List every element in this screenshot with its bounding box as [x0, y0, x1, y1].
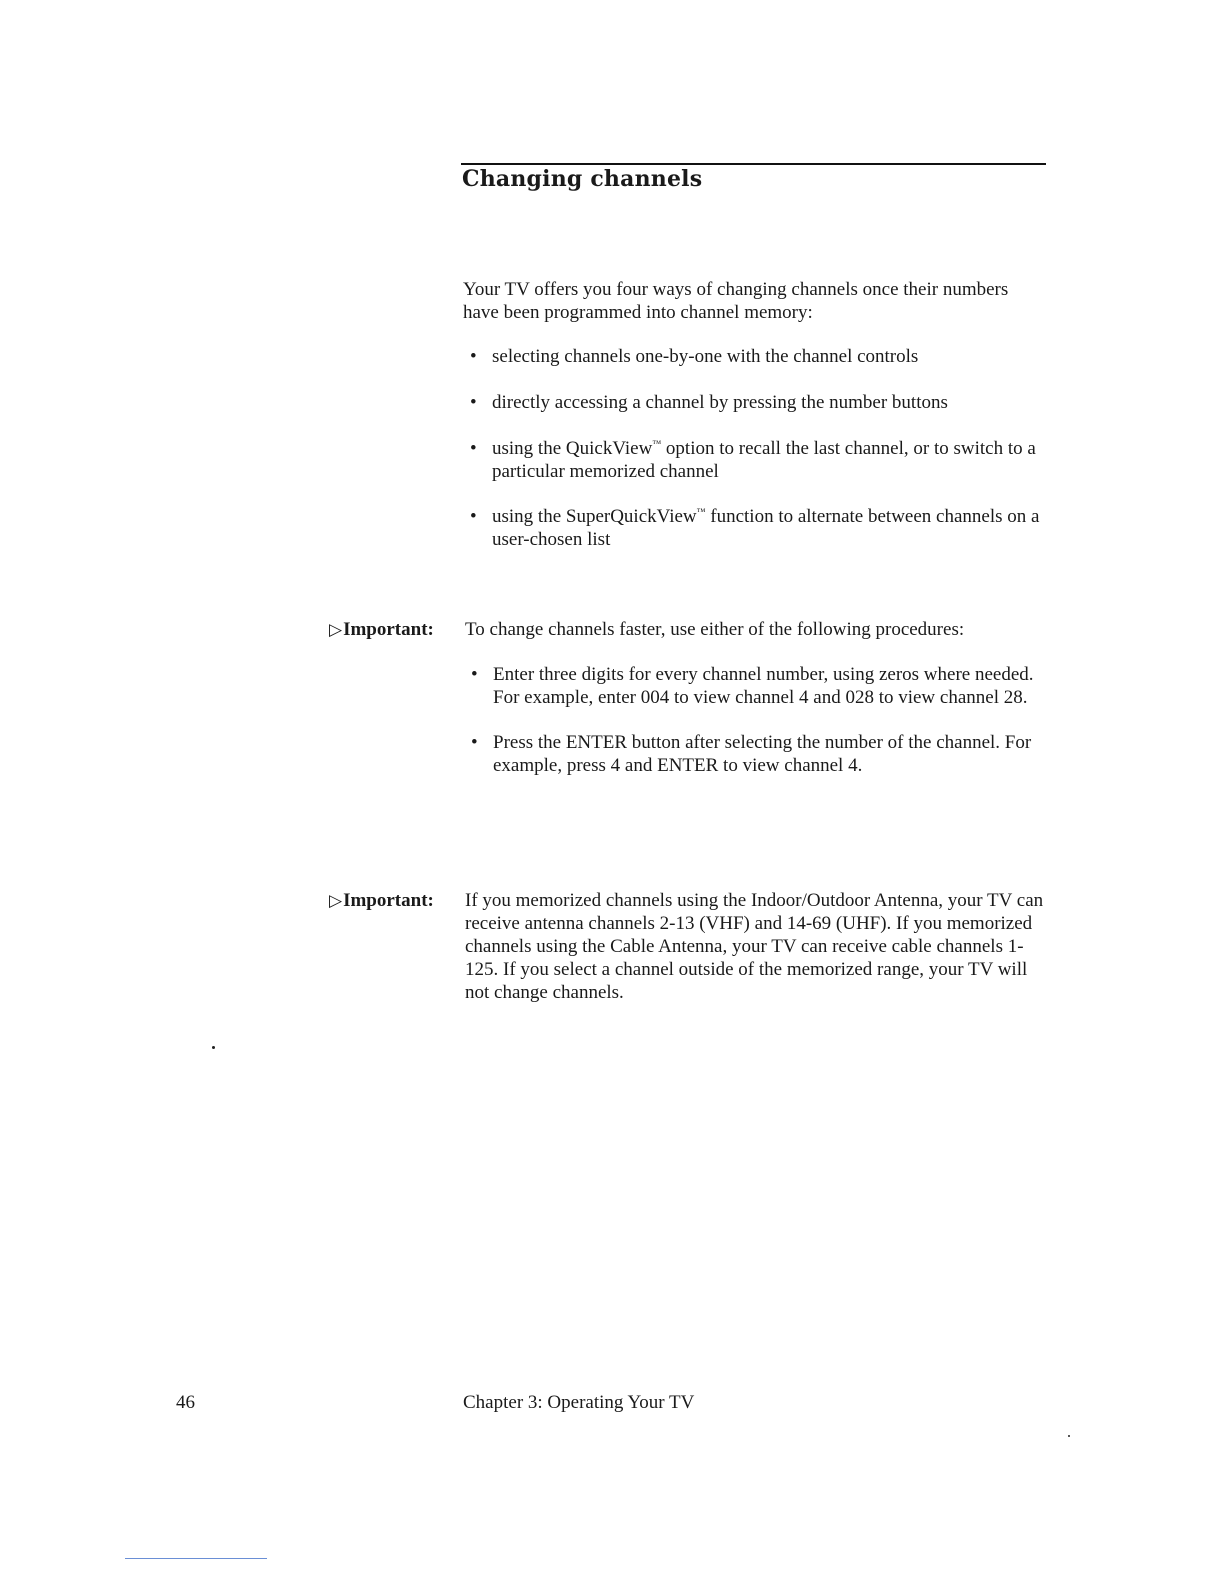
- bullet-icon: •: [471, 664, 478, 685]
- bullet-icon: •: [470, 506, 477, 527]
- triangle-right-icon: ▷: [329, 620, 343, 639]
- list-item: • directly accessing a channel by pressing the number buttons: [470, 392, 948, 413]
- triangle-right-icon: ▷: [329, 891, 343, 910]
- scan-speck: [212, 1046, 215, 1049]
- important-text: If you memorized channels using the Indoor/Outdoor Antenna, your TV can receive antenna channels 2-13 (VHF) and 14-69 (UHF). If you memorized channels using the Cable Antenna, your TV can receive cable channels 1-125. If you select a channel outside of the memorized range, your TV will not change channels.: [465, 890, 1044, 1003]
- section-rule: [461, 163, 1046, 165]
- list-item: • Press the ENTER button after selecting the number of the channel. For example, press 4 and ENTER to view channel 4.: [471, 732, 1032, 776]
- bullet-icon: •: [470, 346, 477, 367]
- procedures-list: [464, 663, 1054, 777]
- scan-speck: [1068, 1435, 1070, 1437]
- scan-edge-line: [125, 1558, 267, 1559]
- list-item: • Enter three digits for every channel number, using zeros where needed. For example, enter 004 to view channel 4 and 028 to view channel 28.: [471, 664, 1034, 708]
- bullet-icon: •: [470, 392, 477, 413]
- intro-paragraph: Your TV offers you four ways of changing channels once their numbers have been programmed into channel memory:: [463, 279, 1009, 323]
- section-title: Changing channels: [462, 166, 703, 192]
- list-item: • using the SuperQuickView™ function to alternate between channels on a user-chosen list: [470, 506, 1040, 550]
- bullet-icon: •: [471, 732, 478, 753]
- bullet-icon: •: [470, 438, 477, 459]
- page-number: 46: [176, 1392, 195, 1413]
- list-item: • selecting channels one-by-one with the channel controls: [470, 346, 919, 367]
- important-label: ▷Important:: [329, 619, 434, 640]
- trademark-mark: ™: [652, 438, 662, 449]
- ways-list: [463, 345, 1043, 551]
- important-label: ▷Important:: [329, 890, 434, 911]
- chapter-footer: Chapter 3: Operating Your TV: [463, 1392, 695, 1413]
- important-text: To change channels faster, use either of the following procedures:: [465, 619, 965, 640]
- trademark-mark: ™: [696, 506, 706, 517]
- list-item: • using the QuickView™ option to recall the last channel, or to switch to a particular memorized channel: [470, 438, 1036, 482]
